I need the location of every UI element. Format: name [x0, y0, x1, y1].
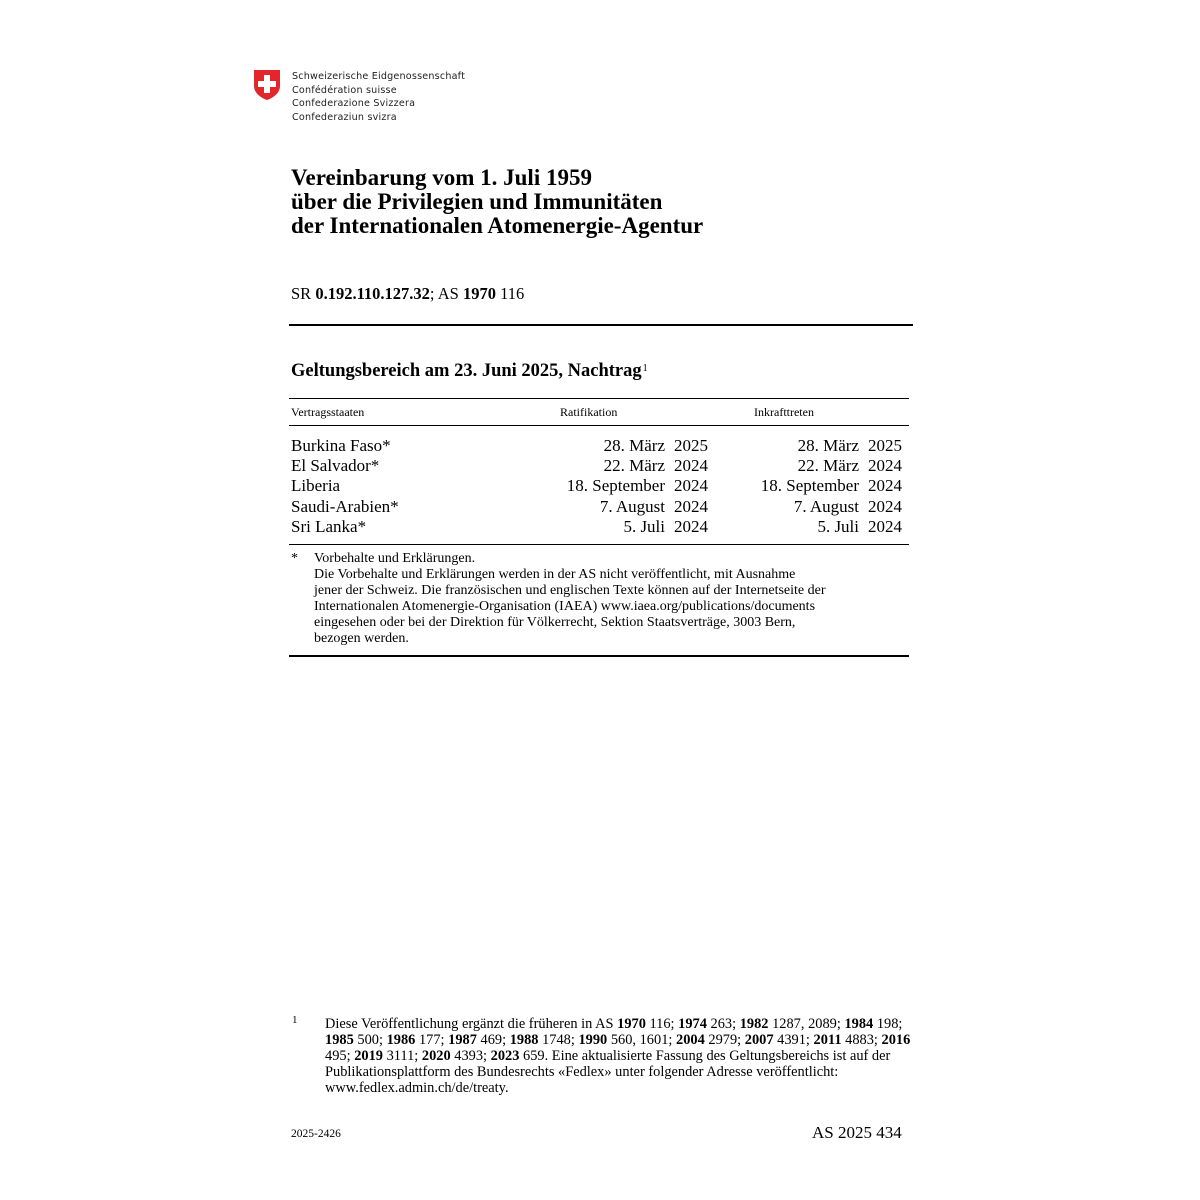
footnote-ref-year: 1990 — [578, 1032, 608, 1048]
cell-ratification-year: 2025 — [674, 436, 708, 455]
footnote-ref-pages: 3111; — [382, 1048, 422, 1064]
cell-eif-year: 2024 — [868, 517, 902, 536]
note-star: * — [291, 551, 298, 566]
note-line: bezogen werden. — [314, 631, 409, 646]
cell-ratification-year: 2024 — [674, 497, 708, 516]
footnote-ref-year: 1988 — [509, 1032, 539, 1048]
as-year: 1970 — [462, 284, 496, 303]
footnote-ref-year: 2020 — [421, 1048, 451, 1064]
table-rule-bottom — [289, 544, 909, 545]
sr-separator: ; AS — [429, 284, 463, 303]
footnote-ref-year: 2016 — [881, 1032, 911, 1048]
header-ratification: Ratifikation — [560, 405, 618, 419]
title-line-2: über die Privilegien und Immunitäten — [291, 189, 663, 214]
footnote-ref-pages: 560, 1601; — [607, 1032, 676, 1048]
as-reference: AS 2025 434 — [812, 1123, 902, 1142]
note-body — [314, 551, 914, 647]
confederation-name-fr: Confédération suisse — [292, 84, 397, 96]
cell-eif-date: 28. März — [797, 436, 859, 455]
footnote-ref-year: 2011 — [813, 1032, 842, 1048]
table-row — [0, 476, 1200, 496]
cell-ratification-date: 28. März — [603, 436, 665, 455]
table-row — [0, 436, 1200, 456]
footnote-ref-year: 1985 — [325, 1032, 354, 1048]
cell-eif-date: 7. August — [793, 497, 859, 516]
cell-eif-year: 2024 — [868, 456, 902, 475]
footnote-ref-pages: 4393; — [450, 1048, 491, 1064]
cell-state: El Salvador* — [291, 456, 380, 475]
footnote-ref-year: 1986 — [386, 1032, 416, 1048]
footnote-ref-pages: 263; — [706, 1016, 740, 1032]
cell-ratification-date: 7. August — [599, 497, 665, 516]
footnote-ref-year: 1982 — [739, 1016, 769, 1032]
footnote-ref-pages: 500; — [353, 1032, 387, 1048]
footnote-ref-pages: 116; — [645, 1016, 679, 1032]
footnote-intro: Diese Veröffentlichung ergänzt die früheren in AS — [325, 1016, 618, 1032]
confederation-name-rm: Confederaziun svizra — [292, 111, 397, 123]
footnote-marker[interactable]: 1 — [642, 363, 648, 374]
footnote-ref-year: 2023 — [490, 1048, 520, 1064]
footnote-ref-pages: 177; — [415, 1032, 449, 1048]
cell-ratification-year: 2024 — [674, 517, 708, 536]
footnote-ref-year: 2007 — [744, 1032, 774, 1048]
cell-state: Saudi-Arabien* — [291, 497, 399, 516]
swiss-cross-icon — [253, 69, 281, 101]
header-entry-into-force: Inkrafttreten — [754, 405, 814, 419]
cell-state: Sri Lanka* — [291, 517, 367, 536]
footnote-ref-pages: 2979; — [704, 1032, 745, 1048]
document-title — [291, 166, 703, 238]
cell-state: Liberia — [291, 476, 341, 495]
table-row — [0, 517, 1200, 537]
footnote-ref-year: 2004 — [676, 1032, 705, 1048]
footnote-outro: Eine aktualisierte Fassung des Geltungsbereichs ist auf der Publikationsplattform des Bundesrechts «Fedlex» unter folgender Adresse veröffentlicht: www.fedlex.admin.ch/de/treaty. — [325, 1048, 891, 1096]
footnote-ref-year: 2019 — [354, 1048, 383, 1064]
divider-bottom — [289, 655, 909, 657]
footnote-ref-year: 1987 — [448, 1032, 477, 1048]
document-id: 2025-2426 — [291, 1128, 341, 1140]
title-line-1: Vereinbarung vom 1. Juli 1959 — [291, 165, 592, 190]
table-row — [0, 456, 1200, 476]
note-line: jener der Schweiz. Die französischen und englischen Texte können auf der Internetseite der — [314, 583, 826, 598]
cell-eif-date: 22. März — [797, 456, 859, 475]
note-line: Internationalen Atomenergie-Organisation (IAEA) www.iaea.org/publications/documents — [314, 599, 816, 614]
confederation-name-de: Schweizerische Eidgenossenschaft — [292, 71, 466, 82]
sr-reference — [291, 284, 524, 304]
confederation-name-it: Confederazione Svizzera — [292, 98, 416, 110]
cell-ratification-year: 2024 — [674, 456, 708, 475]
note-line: eingesehen oder bei der Direktion für Völkerrecht, Sektion Staatsverträge, 3003 Bern, — [314, 615, 796, 630]
as-page: 116 — [495, 284, 525, 303]
footnote-ref-year: 1984 — [844, 1016, 874, 1032]
cell-ratification-year: 2024 — [674, 476, 708, 495]
cell-ratification-date: 22. März — [603, 456, 665, 475]
footnote-ref-pages: 4883; — [841, 1032, 882, 1048]
footnote-text — [325, 1016, 915, 1096]
note-line: Die Vorbehalte und Erklärungen werden in der AS nicht veröffentlicht, mit Ausnahme — [314, 567, 796, 582]
footnote-number: 1 — [292, 1014, 298, 1026]
cell-eif-date: 5. Juli — [817, 517, 859, 536]
confederation-names — [292, 70, 465, 124]
cell-eif-year: 2025 — [868, 436, 902, 455]
title-line-3: der Internationalen Atomenergie-Agentur — [291, 213, 704, 238]
cell-ratification-date: 5. Juli — [623, 517, 665, 536]
table-rule-header — [289, 425, 909, 426]
cell-eif-date: 18. September — [760, 476, 859, 495]
footnote-ref-pages: 4391; — [773, 1032, 814, 1048]
footnote-ref-pages: 469; — [476, 1032, 510, 1048]
header-states: Vertragsstaaten — [291, 405, 365, 419]
cell-state: Burkina Faso* — [291, 436, 391, 455]
note-line: Vorbehalte und Erklärungen. — [314, 551, 476, 566]
cell-eif-year: 2024 — [868, 497, 902, 516]
footnote-ref-pages: 1287, 2089; — [768, 1016, 845, 1032]
footnote-ref-year: 1974 — [678, 1016, 707, 1032]
footnote-ref-pages: 495; — [325, 1048, 355, 1064]
divider-top — [289, 324, 913, 326]
table-rule-top — [289, 398, 909, 399]
footnote-ref-pages: 1748; — [538, 1032, 579, 1048]
cell-eif-year: 2024 — [868, 476, 902, 495]
sr-prefix: SR — [291, 284, 316, 303]
section-title-text: Geltungsbereich am 23. Juni 2025, Nachtrag — [291, 361, 642, 381]
cell-ratification-date: 18. September — [566, 476, 665, 495]
footnote-ref-pages: 659. — [519, 1048, 549, 1064]
section-title — [291, 361, 648, 382]
footnote-ref-pages: 198; — [873, 1016, 903, 1032]
table-row — [0, 497, 1200, 517]
sr-number: 0.192.110.127.32 — [315, 284, 430, 303]
footnote-ref-year: 1970 — [617, 1016, 646, 1032]
